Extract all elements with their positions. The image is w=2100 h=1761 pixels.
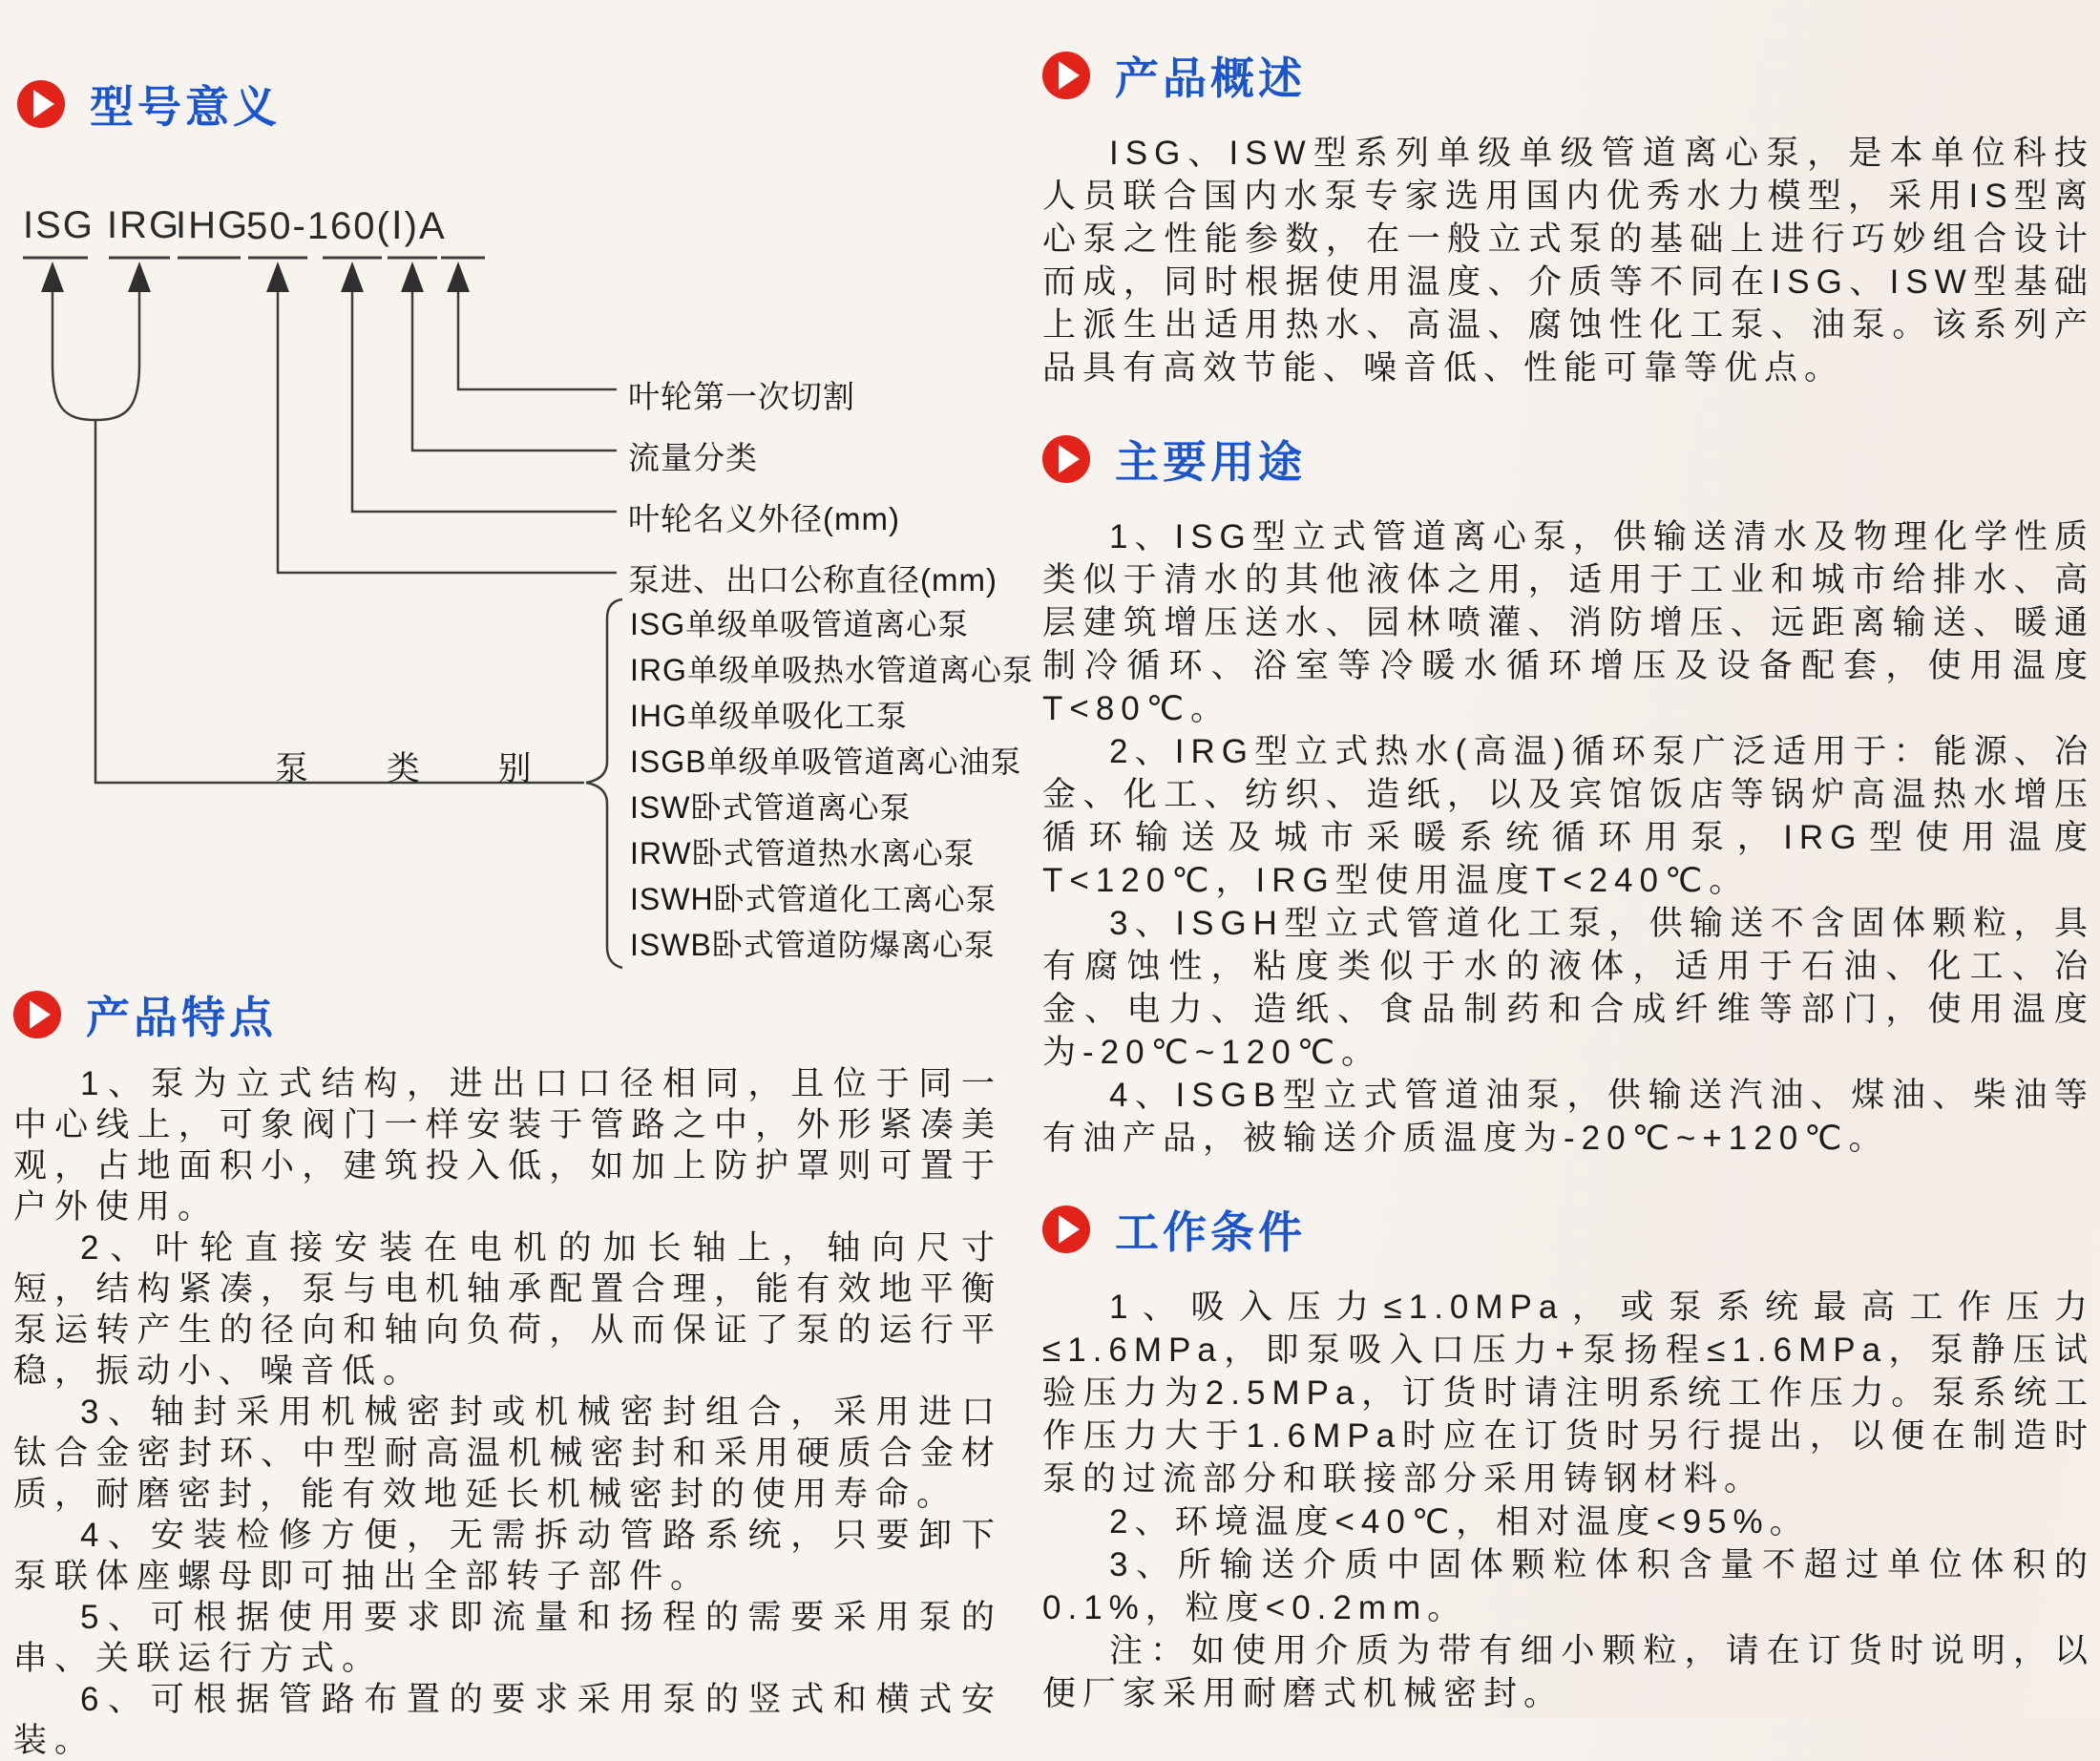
conditions-paragraphs bbox=[1042, 1286, 2094, 1715]
condition-paragraph: 1、吸入压力≤1.0MPa，或泵系统最高工作压力≤1.6MPa，即泵吸入口压力+泵扬程≤1.6MPa，泵静压试验压力为2.5MPa，订货时请注明系统工作压力。泵系统工作压力大于1.6MPa时应在订货时另行提出，以便在制造时泵的过流部分和联接部分采用铸钢材料。 bbox=[1042, 1289, 2094, 1498]
model-segment-irg: IRG bbox=[107, 204, 181, 246]
pump-type-list bbox=[630, 601, 1034, 968]
use-paragraph: 3、ISGH型立式管道化工泵，供输送不含固体颗粒，具有腐蚀性，粘度类似于水的液体，适用于石油、化工、冶金、电力、造纸、食品制药和合成纤维等部门，使用温度为-20℃~120℃。 bbox=[1042, 905, 2094, 1071]
play-icon bbox=[1042, 52, 1090, 99]
section-features bbox=[13, 983, 1002, 1761]
use-paragraph: 1、ISG型立式管道离心泵，供输送清水及物理化学性质类似于清水的其他液体之用，适用于工业和城市给排水、高层建筑增压送水、园林喷灌、消防增压、远距离输送、暖通制冷循环、浴室等冷暖水循环增压及设备配套，使用温度T<80℃。 bbox=[1042, 518, 2094, 727]
condition-paragraph: 注：如使用介质为带有细小颗粒，请在订货时说明，以便厂家采用耐磨式机械密封。 bbox=[1042, 1632, 2094, 1712]
section-title-uses: 主要用途 bbox=[1115, 437, 1306, 487]
pump-type-item: ISW卧式管道离心泵 bbox=[630, 790, 912, 825]
overview-paragraphs bbox=[1042, 132, 2094, 389]
feature-paragraph: 1、泵为立式结构，进出口口径相同，且位于同一中心线上，可象阀门一样安装于管路之中，外形紧凑美观，占地面积小，建筑投入低，如加上防护罩则可置于户外使用。 bbox=[13, 1065, 1002, 1226]
model-segment-isg: ISG bbox=[23, 204, 94, 246]
up-arrow-icons bbox=[41, 262, 470, 292]
use-paragraph: 4、ISGB型立式管道油泵，供输送汽油、煤油、柴油等有油产品，被输送介质温度为-20℃~+120℃。 bbox=[1042, 1077, 2094, 1157]
play-icon bbox=[13, 991, 61, 1038]
pump-type-item: ISGB单级单吸管道离心油泵 bbox=[630, 744, 1022, 779]
uses-paragraphs bbox=[1042, 515, 2094, 1160]
label-flow-classification: 流量分类 bbox=[628, 440, 758, 475]
play-triangle-icon bbox=[1059, 1215, 1080, 1244]
label-port-nominal-diameter: 泵进、出口公称直径(mm) bbox=[628, 562, 998, 597]
section-title-conditions: 工作条件 bbox=[1115, 1207, 1306, 1257]
model-segment-spec: 50-160(Ⅰ)A bbox=[246, 205, 447, 247]
feature-paragraph: 6、可根据管路布置的要求采用泵的竖式和横式安装。 bbox=[13, 1681, 1002, 1759]
pump-type-item: IHG单级单吸化工泵 bbox=[630, 699, 908, 733]
features-paragraphs bbox=[13, 1063, 1002, 1761]
pump-type-item: ISG单级单吸管道离心泵 bbox=[630, 607, 970, 641]
feature-paragraph: 5、可根据使用要求即流量和扬程的需要采用泵的串、关联运行方式。 bbox=[13, 1599, 1002, 1677]
pump-type-item: ISWB卧式管道防爆离心泵 bbox=[630, 928, 996, 962]
label-impeller-nominal-diameter: 叶轮名义外径(mm) bbox=[628, 501, 900, 536]
pump-type-item: IRW卧式管道热水离心泵 bbox=[630, 836, 976, 870]
pump-type-item: IRG单级单吸热水管道离心泵 bbox=[630, 653, 1034, 687]
section-header-features bbox=[13, 983, 1002, 1046]
feature-paragraph: 4、安装检修方便，无需拆动管路系统，只要卸下泵联体座螺母即可抽出全部转子部件。 bbox=[13, 1517, 1002, 1595]
section-header-conditions bbox=[1042, 1198, 2094, 1261]
feature-paragraph: 3、轴封采用机械密封或机械密封组合，采用进口钛合金密封环、中型耐高温机械密封和采用硬质合金材质，耐磨密封，能有效地延长机械密封的使用寿命。 bbox=[13, 1394, 1002, 1513]
feature-paragraph: 2、叶轮直接安装在电机的加长轴上，轴向尺寸短，结构紧凑，泵与电机轴承配置合理，能有效地平衡泵运转产生的径向和轴向负荷，从而保证了泵的运行平稳，振动小、噪音低。 bbox=[13, 1229, 1002, 1390]
overview-paragraph: ISG、ISW型系列单级单级管道离心泵，是本单位科技人员联合国内水泵专家选用国内优秀水力模型，采用IS型离心泵之性能参数，在一般立式泵的基础上进行巧妙组合设计而成，同时根据使用温度、介质等不同在ISG、ISW型基础上派生出适用热水、高温、腐蚀性化工泵、油泵。该系列产品具有高效节能、噪音低、性能可靠等优点。 bbox=[1042, 135, 2094, 387]
play-icon bbox=[1042, 435, 1090, 483]
section-header-uses bbox=[1042, 428, 2094, 491]
model-segment-ihg: IHG bbox=[176, 204, 250, 246]
condition-paragraph: 3、所输送介质中固体颗粒体积含量不超过单位体积的0.1%，粒度<0.2mm。 bbox=[1042, 1546, 2094, 1626]
label-pump-category: 泵 类 别 bbox=[275, 750, 566, 787]
play-triangle-icon bbox=[30, 1000, 51, 1029]
play-icon bbox=[1042, 1205, 1090, 1253]
section-title-model-meaning: 型号意义 bbox=[90, 82, 281, 132]
play-triangle-icon bbox=[1059, 445, 1080, 473]
play-triangle-icon bbox=[1059, 61, 1080, 90]
section-header-overview bbox=[1042, 44, 2094, 107]
label-impeller-first-cut: 叶轮第一次切割 bbox=[628, 379, 855, 414]
condition-paragraph: 2、环境温度<40℃，相对温度<95%。 bbox=[1109, 1503, 1810, 1541]
section-title-features: 产品特点 bbox=[86, 993, 277, 1042]
use-paragraph: 2、IRG型立式热水(高温)循环泵广泛适用于：能源、冶金、化工、纺织、造纸，以及宾馆饭店等锅炉高温热水增压循环输送及城市采暖系统循环用泵，IRG型使用温度T<120℃，IRG型使用温度T<240℃。 bbox=[1042, 733, 2094, 899]
right-column bbox=[1042, 44, 2094, 1715]
section-title-overview: 产品概述 bbox=[1115, 53, 1306, 103]
pump-type-item: ISWH卧式管道化工离心泵 bbox=[630, 882, 998, 916]
